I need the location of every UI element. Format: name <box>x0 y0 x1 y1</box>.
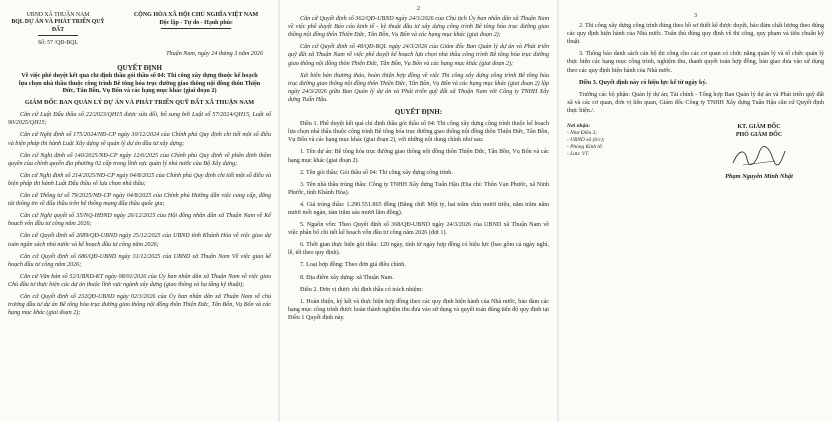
legal-basis: Căn cứ Quyết định số 2689/QĐ-UBND ngày 25/12/2025 của UBND tỉnh Khánh Hòa về việc giao dự toán ngân sách nhà nước và kế hoạch đầu tư công năm 2026; <box>8 233 271 248</box>
legal-basis: Căn cứ Nghị định số 175/2024/NĐ-CP ngày 30/12/2024 của Chính phủ Quy định chi tiết một số điều và biện pháp thi hành Luật Xây dựng về quản lý dự án đầu tư xây dựng; <box>8 132 271 147</box>
document-number: Số: 57 /QĐ-BQL <box>38 40 78 47</box>
decision-heading: QUYẾT ĐỊNH: <box>394 108 443 117</box>
article-1: Điều 1. Phê duyệt kết quả chỉ định thầu gói thầu số 04: Thi công xây dựng công trình thuộc kế hoạch lựa chọn nhà thầu thuộc công trình Bê tông hóa trục đường giao thông nội đồng thôn Thiện Đức, Tân Bồn, Vụ Bổn và các hạng mục khác (giai đoạn 2), với những nội dung chính như sau: <box>288 121 549 144</box>
recipient: - Lưu: VT. <box>567 151 590 158</box>
nation-motto: Độc lập - Tự do - Hạnh phúc <box>159 19 233 26</box>
recipients-title: Nơi nhận: <box>567 123 591 130</box>
article-3: Điều 3. Quyết định này có hiệu lực kể từ ngày ký. <box>579 79 708 86</box>
article-1-item: 3. Tên nhà thầu trúng thầu: Công ty TNHH Xây dựng Tuấn Hậu (Địa chỉ: Thôn Vạn Phước, xã Ninh Phước, tỉnh Khánh Hòa). <box>288 181 549 196</box>
legal-basis: Căn cứ Quyết định số 686/QĐ-UBND ngày 31/12/2025 của UBND xã Thuận Nam Về việc giao kế hoạch đầu tư công năm 2026; <box>8 253 271 268</box>
issuing-org <box>8 12 108 48</box>
page-number: 2 <box>417 6 420 12</box>
legal-basis: Xét biên bản thương thảo, hoàn thiện hợp đồng về việc Thi công xây dựng công trình Bê tông hóa trục đường giao thông nội đồng thôn Thiện Đức, Tân Bồn, Vụ Bổn và các hạng mục khác (giai đoạn 2) lập ngày 24/3/2026 giữa Ban Quản lý dự án và Phát triển quỹ đất xã Thuận Nam với Công ty TNHH Xây dựng Tuấn Hậu. <box>288 72 549 103</box>
signer-role: KT. GIÁM ĐỐC <box>737 124 781 131</box>
page-2 <box>280 0 557 422</box>
handwritten-signature <box>729 145 789 169</box>
article-1-item: 2. Tên gói thầu: Gói thầu số 04: Thi công xây dựng công trình. <box>300 169 453 176</box>
article-1-item: 4. Giá trúng thầu: 1.290.551.865 đồng (Bằng chữ: Một tỷ, hai trăm chín mươi triệu, năm trăm năm mươi mốt ngàn, tám trăm sáu mươi lăm đồng). <box>288 201 549 216</box>
legal-basis-list <box>8 111 271 317</box>
document-date: Thuận Nam, ngày 24 tháng 3 năm 2026 <box>166 50 263 57</box>
article-3-text: Trưởng các bộ phận: Quản lý dự án; Tài chính - Tổng hợp Ban Quản lý dự án và Phát triển quỹ đất xã và các cơ quan, đơn vị liên quan, Giám đốc Công ty TNHH Xây dựng Tuấn Hậu căn cứ Quyết định thực hiện./. <box>567 91 824 114</box>
article-1-item: 6. Thời gian thực hiện gói thầu: 120 ngày, tính từ ngày hợp đồng có hiệu lực (bao gồm cả ngày nghỉ, lễ, tết theo quy định). <box>288 242 549 257</box>
legal-basis: Căn cứ Luật Đấu thầu số 22/2023/QH15 được sửa đổi, bổ sung bởi Luật số 57/2024/QH15, Luật số 90/2025/QH15; <box>8 112 271 127</box>
nation-name: CỘNG HÒA XÃ HỘI CHỦ NGHĨA VIỆT NAM <box>133 12 259 18</box>
legal-basis: Căn cứ Thông tư số 79/2025/NĐ-CP ngày 04/8/2025 của Chính phủ Hướng dẫn việc cung cấp, đăng tải thông tin về đấu thầu trên hệ thống mạng đấu thầu quốc gia; <box>8 193 271 208</box>
org-name: BQL DỰ ÁN VÀ PHÁT TRIỂN QUỸ ĐẤT <box>11 19 105 33</box>
document-header <box>8 12 271 48</box>
divider <box>38 35 78 36</box>
signature-block <box>567 123 824 181</box>
signature-image <box>729 145 789 169</box>
org-parent: UBND XÃ THUẬN NAM <box>26 12 90 18</box>
article-1-item: 1. Tên dự án: Bê tông hóa trục đường giao thông nội đồng thôn Thiện Đức, Tân Bồn, Vụ Bổn và các hạng mục khác (giai đoạn 2). <box>288 149 549 164</box>
article-2-item: 1. Hoàn thiện, ký kết và thực hiện hợp đồng theo các quy định hiện hành của Nhà nước, bảo đảm các hạng mục công trình được hoàn thành nghiệm thu đưa vào sử dụng và quyết toán đúng tiến độ quy định tại Điều 1 Quyết định này. <box>288 298 549 321</box>
recipient: - Phòng Kinh tế; <box>567 144 604 151</box>
legal-basis: Căn cứ Quyết định số 48/QĐ-BQL ngày 24/3/2026 của Giám đốc Ban Quản lý dự án và Phát triển quỹ đất xã Thuận Nam về việc phê duyệt kế hoạch lựa chọn nhà thầu công trình Bê tông hóa trục đường giao thông nội đồng thôn Thiện Đức, Tân Bồn, Vụ Bổn và các hạng mục khác (giai đoạn 2); <box>288 44 549 67</box>
decision-title: QUYẾT ĐỊNH <box>117 63 162 72</box>
legal-basis: Căn cứ Quyết định số 232QĐ-UBND ngày 02/3/2026 của Ủy ban nhân dân xã Thuận Nam về chủ trương đầu tư dự án Bê tông hóa trục đường giao thông nội đồng thôn Thiện Đức, Tân Bồn, Vụ Bổn và các hạng mục khác (giai đoạn 2); <box>8 293 271 317</box>
legal-basis: Căn cứ Quyết định số 362/QĐ-UBND ngày 24/3/2026 của Chủ tịch Ủy ban nhân dân xã Thuận Nam về việc phê duyệt Báo cáo kinh tế - kỹ thuật đầu tư xây dựng công trình Bê tông hóa trục đường giao thông nội đồng thôn Thiện Đức, Tân Bồn, Vụ Bổn và các hạng mục khác (giai đoạn 2); <box>288 16 549 39</box>
page-1 <box>0 0 278 422</box>
article-2-item: 3. Thông báo danh sách cán bộ thi công cho các cơ quan có chức năng quản lý và tổ chức quản lý thực hiện các hạng mục công trình, nghiệm thu, thanh quyết toán hợp đồng, bàn giao đưa vào sử dụng theo các quy định hiện hành của Nhà nước. <box>567 51 824 74</box>
legal-basis: Căn cứ Nghị quyết số 35/NQ-HĐND ngày 26/12/2025 của Hội đồng nhân dân xã Thuận Nam về Kế hoạch vốn đầu tư công năm 2026; <box>8 213 271 228</box>
article-2: Điều 2. Đơn vị được chỉ định thầu có trách nhiệm: <box>300 286 423 293</box>
legal-basis: Căn cứ Nghị định số 140/2025/NĐ-CP ngày 12/6/2025 của Chính phủ Quy định về phân định thẩm quyền của chính quyền địa phương 02 cấp trong lĩnh vực quản lý nhà nước của Bộ Xây dựng; <box>8 152 271 167</box>
signer-name: Phạm Nguyễn Minh Nhật <box>725 173 793 181</box>
article-1-item: 8. Địa điểm xây dựng: xã Thuận Nam. <box>300 274 394 281</box>
decision-subtitle: Về việc phê duyệt kết quả chỉ định thầu gói thầu số 04: Thi công xây dựng thuộc kế hoạch lựa chọn nhà thầu thuộc công trình Bê tông hóa trục đường giao thông nội đồng thôn Thiện Đức, Tân Bồn, Vụ Bổn và các hạng mục khác (giai đoạn 2) <box>18 71 261 95</box>
recipient: - UBND xã (b/c); <box>567 137 605 144</box>
page-3 <box>559 0 832 422</box>
recipients <box>567 123 657 181</box>
recipient: - Như Điều 3; <box>567 130 598 137</box>
signer <box>694 123 824 181</box>
legal-basis: Căn cứ Nghị định số 214/2025/NĐ-CP ngày 04/8/2025 của Chính phủ Quy định chi tiết một số điều và biện pháp thi hành Luật Đấu thầu về lựa chọn nhà thầu; <box>8 172 272 187</box>
legal-basis: Căn cứ Văn bản số 52/UBND-KT ngày 08/01/2026 của Ủy ban nhân dân xã Thuận Nam về việc giao Chủ đầu tư thực hiện các dự án thuộc lĩnh vực ngành xây dựng (giao thông và hạ tầng kỹ thuật); <box>8 273 271 288</box>
article-1-item: 7. Loại hợp đồng: Theo đơn giá điều chỉnh. <box>300 262 406 269</box>
article-1-item: 5. Nguồn vốn: Theo Quyết định số 368/QĐ-UBND ngày 24/3/2026 của UBND xã Thuận Nam về việc phân bổ chi tiết kế hoạch vốn đầu tư công năm 2026 (đợt 1). <box>288 222 549 237</box>
signer-title: PHÓ GIÁM ĐỐC <box>735 132 783 139</box>
national-motto <box>121 12 271 48</box>
authority-line: GIÁM ĐỐC BAN QUẢN LÝ DỰ ÁN VÀ PHÁT TRIỂN QUỸ ĐẤT XÃ THUẬN NAM <box>24 99 255 107</box>
page-number: 3 <box>694 13 697 19</box>
divider <box>161 28 231 29</box>
article-2-item: 2. Thi công xây dựng công trình đúng theo hồ sơ thiết kế được duyệt, bảo đảm chất lượng theo đúng các quy định hiện hành của Nhà nước. Tuân thủ đúng quy định về thi công, quy phạm và tiêu chuẩn kỹ thuật. <box>567 23 824 46</box>
